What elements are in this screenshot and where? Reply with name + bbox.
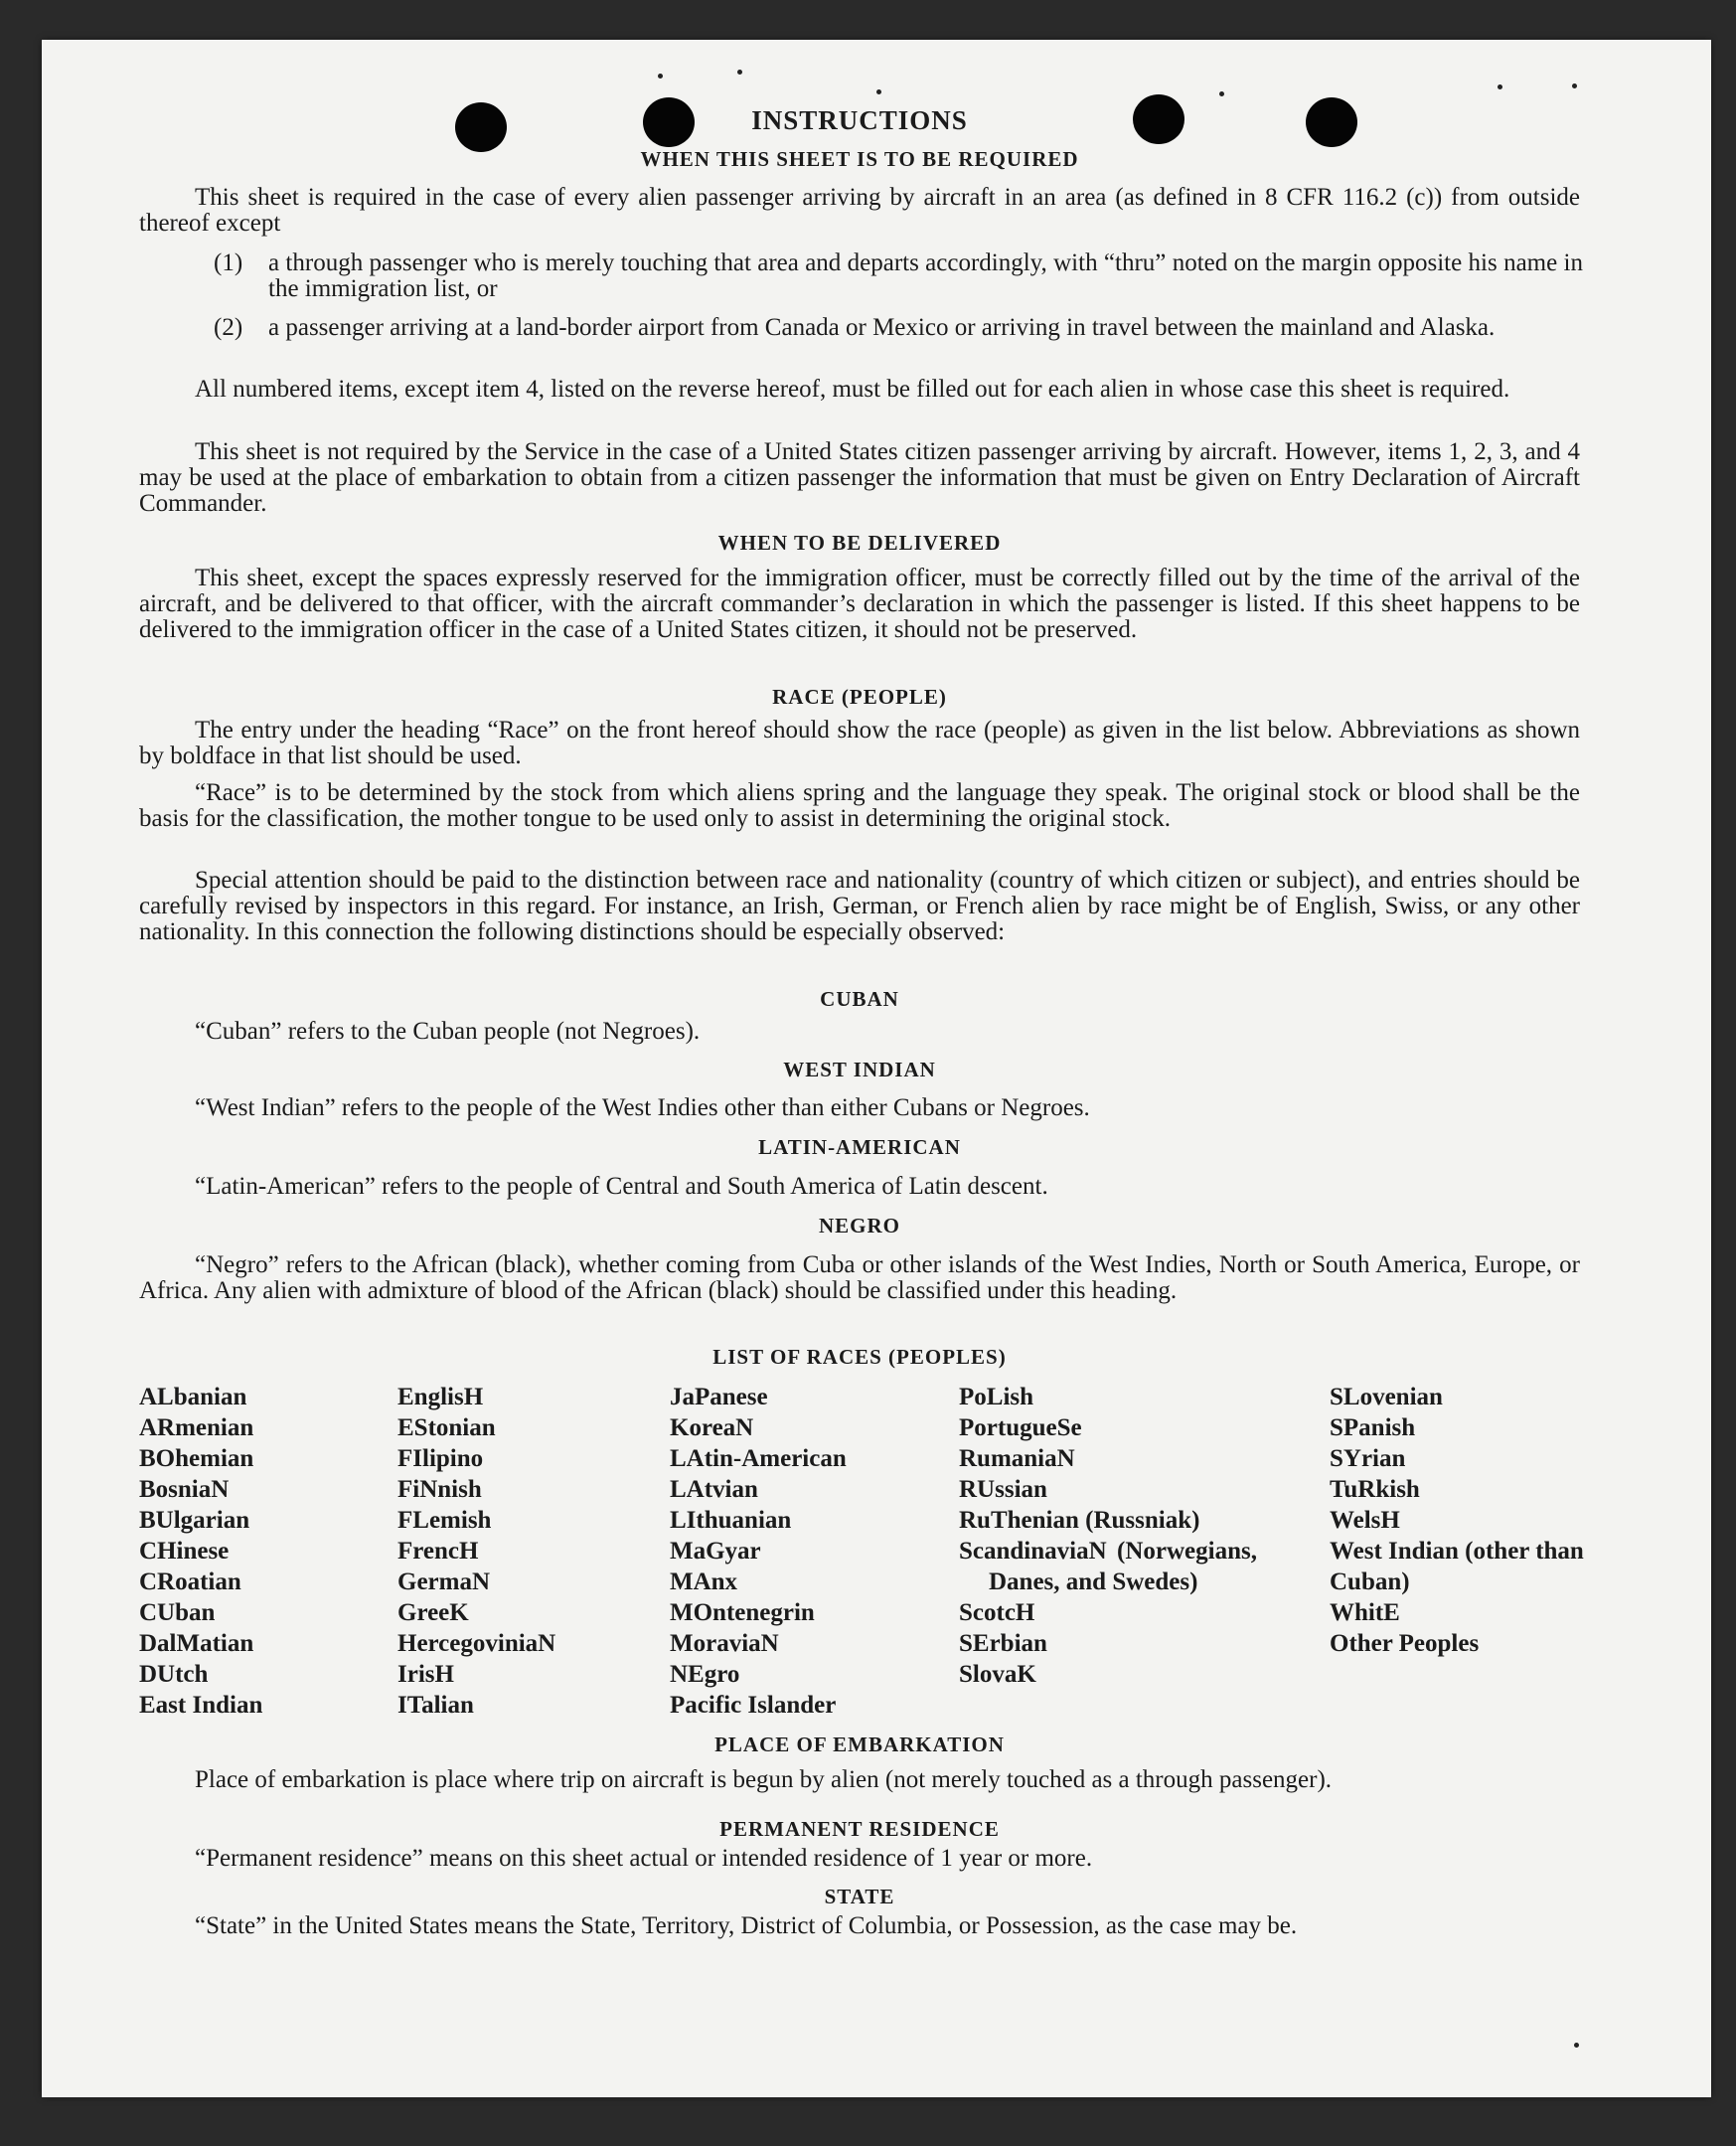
heading-negro: NEGRO (818, 1214, 900, 1238)
speck (1574, 2043, 1579, 2048)
race-entry: LIthuanian (670, 1507, 792, 1534)
race-column-3 (670, 1382, 938, 1721)
race-entry: SLovenian (1330, 1384, 1443, 1410)
race-entry: ITalian (397, 1692, 474, 1719)
race-entry: CRoatian (139, 1568, 241, 1595)
race-entry: IrisH (397, 1661, 454, 1688)
race-entry: SlovaK (959, 1661, 1036, 1688)
paragraph-state: “State” in the United States means the State, Territory, District of Columbia, or Possession, as the case may be. (195, 1912, 1298, 1939)
paragraph-required: This sheet is required in the case of every alien passenger arriving by aircraft in an area (as defined in 8 CFR 116.2 (c)) from outside thereof except (139, 184, 1580, 237)
race-entry: Other Peoples (1330, 1630, 1480, 1657)
race-entry: JaPanese (670, 1384, 768, 1410)
race-entry: BOhemian (139, 1445, 254, 1472)
heading-when-delivered: WHEN TO BE DELIVERED (717, 531, 1002, 555)
heading-residence: PERMANENT RESIDENCE (719, 1817, 1000, 1841)
race-column-4 (959, 1382, 1257, 1690)
race-entry: WhitE (1330, 1599, 1400, 1626)
paragraph-race-3: Special attention should be paid to the distinction between race and nationality (country of which citizen or subject), and entries should be carefully revised by inspectors in this regard. For instance, an Irish, German, or French alien by race might be of English, Swiss, or any other nationality. In this connection the following distinctions should be especially observed: (139, 867, 1580, 945)
heading-race: RACE (PEOPLE) (772, 685, 947, 709)
race-entry: CUban (139, 1599, 216, 1626)
heading-when-required: WHEN THIS SHEET IS TO BE REQUIRED (640, 147, 1079, 171)
paragraph-race-1: The entry under the heading “Race” on the front hereof should show the race (people) as given in the list below. Abbreviations as shown by boldface in that list should be used. (139, 717, 1580, 769)
race-entry: MoraviaN (670, 1630, 779, 1657)
race-entry: MaGyar (670, 1538, 761, 1565)
race-entry: PortugueSe (959, 1414, 1082, 1441)
paragraph-west-indian: “West Indian” refers to the people of the West Indies other than either Cubans or Negroes. (195, 1094, 1090, 1121)
race-entry: BosniaN (139, 1476, 230, 1503)
race-entry: SErbian (959, 1630, 1047, 1657)
paragraph-all-items: All numbered items, except item 4, listed on the reverse hereof, must be filled out for each alien in whose case this sheet is required. (195, 376, 1510, 403)
race-entry: CHinese (139, 1538, 230, 1565)
item-number: (1) (214, 249, 243, 276)
race-entry: SYrian (1330, 1445, 1406, 1472)
item-number: (2) (214, 314, 243, 341)
race-entry: RumaniaN (959, 1445, 1075, 1472)
list-item (214, 315, 1583, 341)
race-entry: ALbanian (139, 1384, 247, 1410)
speck (1219, 91, 1224, 96)
race-entry: BUlgarian (139, 1507, 250, 1534)
paragraph-delivered: This sheet, except the spaces expressly reserved for the immigration officer, must be correctly filled out by the time of the arrival of the aircraft, and be delivered to that officer, with the aircraft commander’s declaration in which the passenger is listed. If this sheet happens to be delivered to the immigration officer in the case of a United States citizen, it should not be preserved. (139, 565, 1580, 643)
race-entry: ARmenian (139, 1414, 254, 1441)
race-column-1 (139, 1382, 378, 1721)
race-entry: TuRkish (1330, 1476, 1420, 1503)
race-entry: MAnx (670, 1568, 738, 1595)
race-entry: GermaN (397, 1568, 491, 1595)
race-entry: LAtin-American (670, 1445, 847, 1472)
race-entry: FiNnish (397, 1476, 482, 1503)
paragraph-race-2: “Race” is to be determined by the stock from which aliens spring and the language they speak. The original stock or blood shall be the basis for the classification, the mother tongue to be used only to assist in determining the original stock. (139, 779, 1580, 832)
speck (737, 70, 742, 75)
race-entry: RuThenian (Russniak) (959, 1507, 1200, 1534)
race-entry: Pacific Islander (670, 1692, 837, 1719)
race-entry: FrencH (397, 1538, 479, 1565)
race-column-2 (397, 1382, 656, 1721)
heading-cuban: CUBAN (820, 987, 899, 1011)
speck (1572, 83, 1577, 88)
race-entry: GreeK (397, 1599, 469, 1626)
paragraph-residence: “Permanent residence” means on this sheet actual or intended residence of 1 year or more. (195, 1845, 1093, 1872)
race-entry: ScandinaviaN (Norwegians, Danes, and Swedes) (959, 1538, 1257, 1595)
speck (1498, 84, 1502, 89)
race-entry: MOntenegrin (670, 1599, 815, 1626)
race-entry: HercegoviniaN (397, 1630, 556, 1657)
page-title: INSTRUCTIONS (751, 105, 968, 135)
race-entry: East Indian (139, 1692, 263, 1719)
heading-west-indian: WEST INDIAN (783, 1058, 936, 1081)
heading-state: STATE (824, 1885, 895, 1908)
race-entry: RUssian (959, 1476, 1047, 1503)
race-entry: FLemish (397, 1507, 492, 1534)
race-entry: EStonian (397, 1414, 496, 1441)
race-column-5 (1330, 1382, 1593, 1659)
speck (658, 74, 663, 79)
race-entry: EnglisH (397, 1384, 484, 1410)
race-entry: KoreaN (670, 1414, 754, 1441)
race-entry: DalMatian (139, 1630, 254, 1657)
heading-embarkation: PLACE OF EMBARKATION (714, 1733, 1005, 1756)
race-entry: PoLish (959, 1384, 1034, 1410)
paragraph-embarkation: Place of embarkation is place where trip on aircraft is begun by alien (not merely touched as a through passenger). (195, 1766, 1333, 1793)
race-entry: West Indian (other than Cuban) (1330, 1538, 1584, 1595)
race-entry: LAtvian (670, 1476, 758, 1503)
list-item (214, 250, 1583, 302)
paragraph-cuban: “Cuban” refers to the Cuban people (not Negroes). (195, 1018, 701, 1045)
paragraph-latin-american: “Latin-American” refers to the people of Central and South America of Latin descent. (195, 1173, 1048, 1200)
race-entry: DUtch (139, 1661, 209, 1688)
paragraph-negro: “Negro” refers to the African (black), whether coming from Cuba or other islands of the West Indies, North or South America, Europe, or Africa. Any alien with admixture of blood of the African (black) should be classified under this heading. (139, 1251, 1580, 1304)
heading-latin-american: LATIN-AMERICAN (758, 1135, 961, 1159)
speck (876, 89, 881, 94)
race-entry: ScotcH (959, 1599, 1035, 1626)
race-entry: NEgro (670, 1661, 740, 1688)
item-text: a passenger arriving at a land-border airport from Canada or Mexico or arriving in travel between the mainland and Alaska. (268, 314, 1496, 341)
item-text: a through passenger who is merely touching that area and departs accordingly, with “thru” noted on the margin opposite his name in the immigration list, or (268, 249, 1583, 302)
race-entry: SPanish (1330, 1414, 1416, 1441)
race-entry: WelsH (1330, 1507, 1400, 1534)
race-entry: FIlipino (397, 1445, 484, 1472)
paragraph-citizen: This sheet is not required by the Service in the case of a United States citizen passenger arriving by aircraft. However, items 1, 2, 3, and 4 may be used at the place of embarkation to obtain from a citizen passenger the information that must be given on Entry Declaration of Aircraft Commander. (139, 438, 1580, 517)
heading-list-of-races: LIST OF RACES (PEOPLES) (712, 1345, 1007, 1369)
